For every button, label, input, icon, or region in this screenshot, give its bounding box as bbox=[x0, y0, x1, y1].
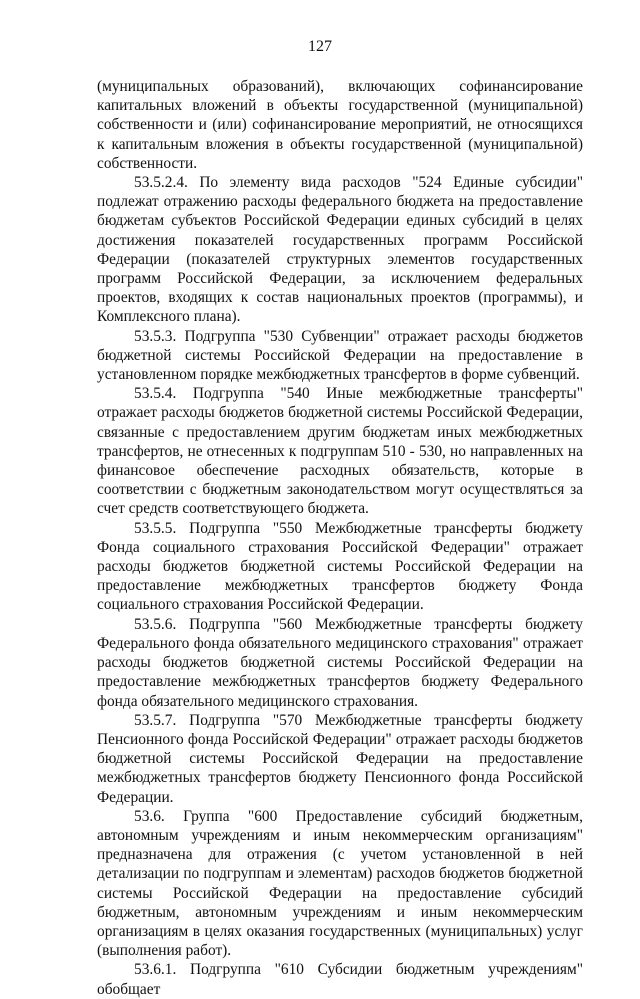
document-body bbox=[97, 77, 583, 999]
paragraph-53-6-1: 53.6.1. Подгруппа "610 Субсидии бюджетным учреждениям" обобщает bbox=[97, 961, 583, 998]
paragraph-53-5-6: 53.5.6. Подгруппа "560 Межбюджетные трансферты бюджету Федерального фонда обязательного медицинского страхования" отражает расходы бюджетов бюджетной системы Российской Федерации на предоставление межбюджетных трансфертов бюджету Федерального фонда обязательного медицинского страхования. bbox=[97, 615, 583, 710]
paragraph-53-5-7: 53.5.7. Подгруппа "570 Межбюджетные трансферты бюджету Пенсионного фонда Российской Федерации" отражает расходы бюджетов бюджетной системы Российской Федерации на предоставление межбюджетных трансфертов бюджету Пенсионного фонда Российской Федерации. bbox=[97, 711, 583, 806]
page-number: 127 bbox=[308, 38, 332, 55]
paragraph-53-5-4: 53.5.4. Подгруппа "540 Иные межбюджетные трансферты" отражает расходы бюджетов бюджетной системы Российской Федерации, связанные с предоставлением другим бюджетам иных межбюджетных трансфертов, не отнесенных к подгруппам 510 - 530, но направленных на финансовое обеспечение расходных обязательств, которые в соответствии с бюджетным законодательством могут осуществляться за счет средств соответствующего бюджета. bbox=[97, 385, 583, 518]
paragraph-53-5-5: 53.5.5. Подгруппа "550 Межбюджетные трансферты бюджету Фонда социального страхования Российской Федерации" отражает расходы бюджетов бюджетной системы Российской Федерации на предоставление межбюджетных трансфертов бюджету Фонда социального страхования Российской Федерации. bbox=[97, 519, 583, 614]
paragraph-continuation: (муниципальных образований), включающих софинансирование капитальных вложений в объекты государственной (муниципальной) собственности и (или) софинансирование мероприятий, не относящихся к капитальным вложения в объекты государственной (муниципальной) собственности. bbox=[97, 78, 583, 172]
paragraph-53-5-3: 53.5.3. Подгруппа "530 Субвенции" отражает расходы бюджетов бюджетной системы Российской Федерации на предоставление в установленном порядке межбюджетных трансфертов в форме субвенций. bbox=[97, 327, 583, 384]
paragraph-53-6: 53.6. Группа "600 Предоставление субсидий бюджетным, автономным учреждениям и иным некоммерческим организациям" предназначена для отражения (с учетом установленной в ней детализации по подгруппам и элементам) расходов бюджетов бюджетной системы Российской Федерации на предоставление субсидий бюджетным, автономным учреждениям и иным некоммерческим организациям в целях оказания государственных (муниципальных) услуг (выполнения работ). bbox=[97, 807, 583, 960]
paragraph-53-5-2-4: 53.5.2.4. По элементу вида расходов "524 Единые субсидии" подлежат отражению расходы федерального бюджета на предоставление бюджетам субъектов Российской Федерации единых субсидий в целях достижения показателей государственных программ Российской Федерации (показателей структурных элементов государственных программ Российской Федерации, за исключением федеральных проектов, входящих к состав национальных проектов (программы), и Комплексного плана). bbox=[97, 174, 583, 326]
